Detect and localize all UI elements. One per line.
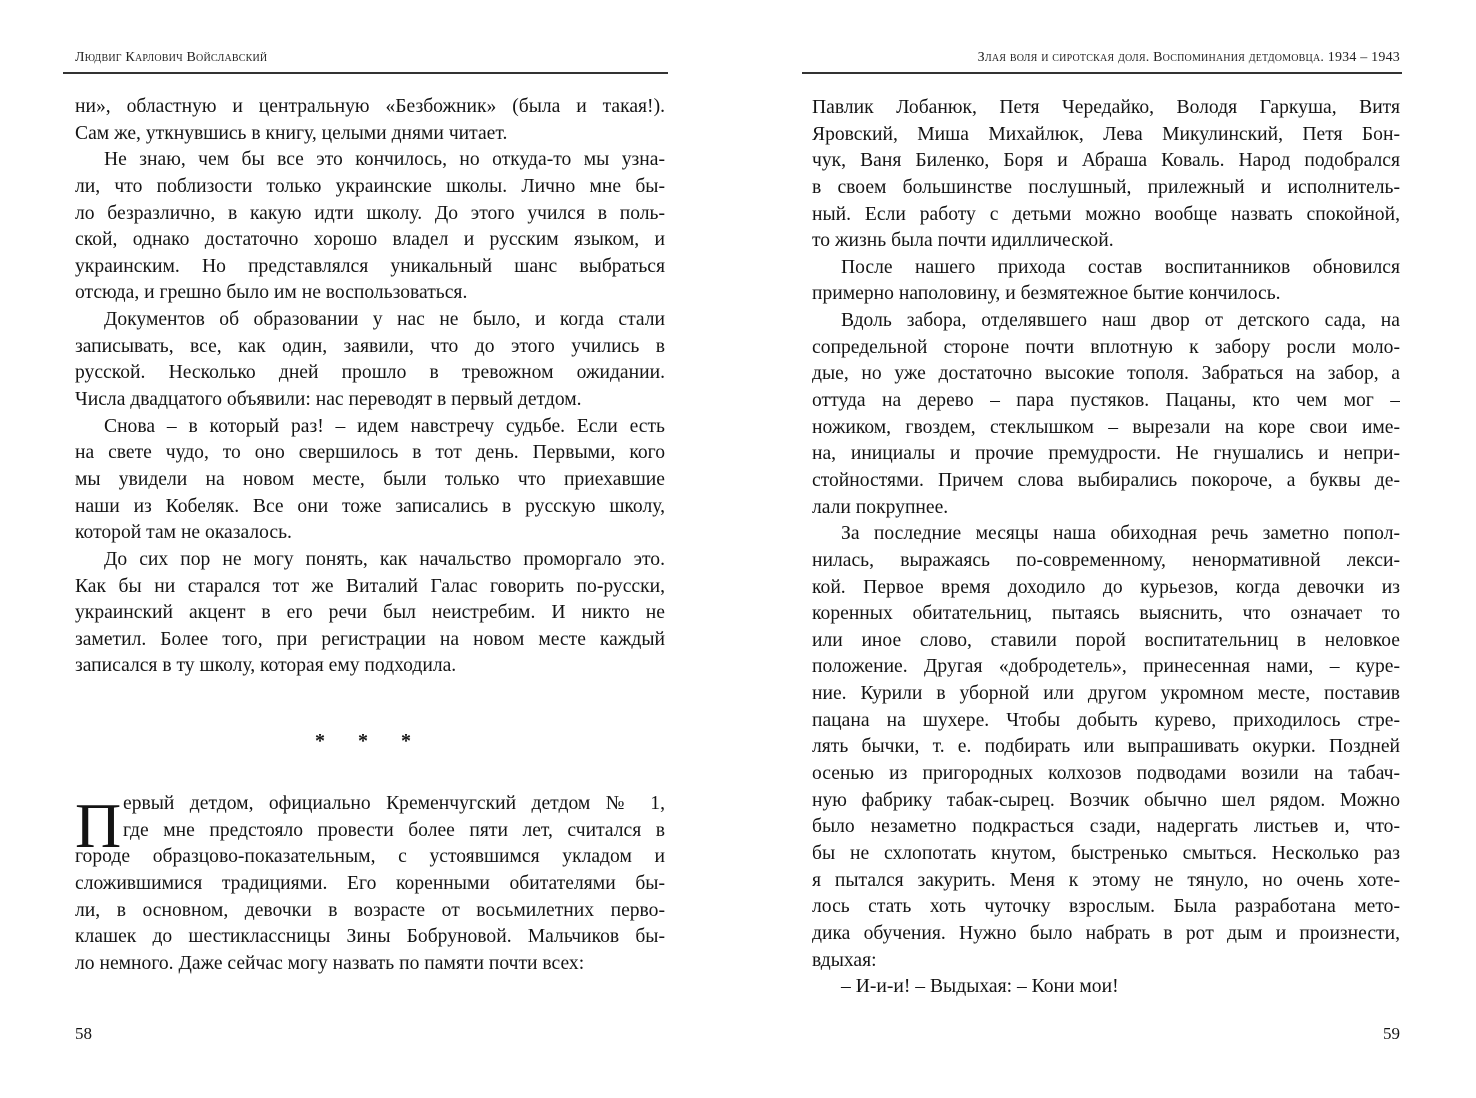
- text-line: ние. Курили в уборной или другом укромном месте, поставив: [812, 683, 1400, 705]
- text-line: украинским. Но представлялся уникальный шанс выбраться: [75, 255, 665, 277]
- text-line: Не знаю, чем бы все это кончилось, но откуда-то мы узна-: [104, 149, 665, 171]
- text-line: клашек до шестиклассницы Зины Бобруновой. Мальчиков бы-: [75, 926, 665, 948]
- text-line: стойностями. Причем слова выбирались покороче, а буквы де-: [812, 469, 1400, 491]
- running-head-title: Злая воля и сиротская доля. Воспоминания детдомовца. 1934 – 1943: [977, 50, 1400, 65]
- text-line: русской. Несколько дней прошло в тревожном ожидании.: [75, 362, 665, 384]
- text-line: сложившимися традициями. Его коренными обитателями бы-: [75, 872, 665, 894]
- text-line: ской, однако достаточно хорошо владел и русским языком, и: [75, 229, 665, 251]
- text-line: отсюда, и грешно было им не воспользоваться.: [75, 282, 468, 304]
- left-page: [75, 0, 665, 1098]
- drop-cap-paragraph: [75, 791, 665, 977]
- text-line: которой там не оказалось.: [75, 522, 292, 544]
- text-line: ли, что поблизости только украинские школы. Лично мне бы-: [75, 175, 665, 197]
- text-line: оттуда на дерево – пара пустяков. Пацаны, кто чем мог –: [812, 390, 1400, 412]
- text-line: бы не схлопотать кнутом, быстренько смыться. Несколько раз: [812, 842, 1400, 864]
- text-line: нилась, выражаясь по-современному, ненормативной лекси-: [812, 549, 1400, 571]
- text-line: вдыхая:: [812, 949, 877, 971]
- body-text: [812, 95, 1400, 1001]
- text-line: ни», областную и центральную «Безбожник» (была и такая!).: [75, 96, 665, 117]
- text-line: записался в ту школу, которая ему подходила.: [75, 655, 457, 677]
- text-line: Яровский, Миша Михайлюк, Лева Микулинский, Петя Бон-: [812, 123, 1400, 145]
- text-line: я пытался закурить. Меня к этому не тянуло, но очень хоте-: [812, 869, 1400, 891]
- text-line: сопредельной стороне почти вплотную к забору росли моло-: [812, 336, 1400, 358]
- text-line: чук, Ваня Биленко, Боря и Абраша Коваль. Народ подобрался: [812, 150, 1400, 172]
- text-line: Числа двадцатого объявили: нас переводят в первый детдом.: [75, 389, 582, 411]
- text-line: ный. Если работу с детьми можно вообще назвать спокойной,: [812, 203, 1400, 225]
- drop-cap: П: [75, 790, 122, 861]
- text-line: мы увидели на новом месте, были только что приехавшие: [75, 468, 665, 490]
- text-line: дые, но уже достаточно высокие тополя. Забраться на забор, а: [812, 363, 1400, 385]
- text-line: ло безразлично, в какую идти школу. До этого учился в поль-: [75, 202, 665, 224]
- running-head-author: Людвиг Карлович Войславский: [75, 50, 268, 65]
- text-line: После нашего прихода состав воспитанников обновился: [841, 256, 1400, 278]
- body-text: [75, 94, 665, 680]
- text-line: на свете чудо, то оно свершилось в тот день. Первыми, кого: [75, 442, 665, 464]
- header-rule: [802, 72, 1402, 74]
- text-line: Снова – в который раз! – идем навстречу судьбе. Если есть: [104, 415, 665, 437]
- text-line: лали покрупнее.: [812, 496, 949, 518]
- text-line: пацана на шухере. Чтобы добыть курево, приходилось стре-: [812, 709, 1400, 731]
- section-break: * * *: [315, 730, 425, 752]
- page-number: 59: [1383, 1024, 1400, 1043]
- text-line: коренных обитательниц, пытаясь выяснить, что означает то: [812, 603, 1400, 625]
- text-line: ножиком, гвоздем, стеклышком – вырезали на коре свои име-: [812, 416, 1400, 438]
- text-line: заметил. Более того, при регистрации на новом месте каждый: [75, 628, 665, 650]
- text-line: где мне предстояло провести более пяти лет, считался в: [123, 819, 665, 841]
- text-line: на, инициалы и прочие премудрости. Не гнушались и непри-: [812, 443, 1400, 465]
- text-line: За последние месяцы наша обиходная речь заметно попол-: [841, 523, 1400, 545]
- text-line: примерно наполовину, и безмятежное бытие кончилось.: [812, 283, 1281, 305]
- text-line: осенью из пригородных колхозов подводами возили на табач-: [812, 763, 1400, 785]
- text-line: лось стать хоть чуточку взрослым. Была разработана мето-: [812, 896, 1400, 918]
- text-line: наши из Кобеляк. Все они тоже записались в русскую школу,: [75, 495, 665, 517]
- text-line: Как бы ни старался тот же Виталий Галас говорить по-русски,: [75, 575, 665, 597]
- text-line: кой. Первое время доходило до курьезов, когда девочки из: [812, 576, 1400, 598]
- text-line: Павлик Лобанюк, Петя Чередайко, Володя Гаркуша, Витя: [812, 97, 1400, 118]
- text-line: то жизнь была почти идиллической.: [812, 230, 1114, 252]
- text-line: лять бычки, т. е. подбирать или выпрашивать окурки. Поздней: [812, 736, 1400, 758]
- text-line: ли, в основном, девочки в возрасте от восьмилетних перво-: [75, 899, 665, 921]
- text-line: дика обучения. Нужно было набрать в рот дым и произнести,: [812, 922, 1400, 944]
- text-line: ло немного. Даже сейчас могу назвать по памяти почти всех:: [75, 952, 585, 974]
- text-line: украинский акцент в его речи был неистребим. И никто не: [75, 602, 665, 624]
- right-page: [812, 0, 1400, 1098]
- header-rule: [63, 72, 668, 74]
- text-line: До сих пор не могу понять, как начальство проморгало это.: [104, 548, 665, 570]
- text-line: Документов об образовании у нас не было, и когда стали: [104, 309, 665, 331]
- text-line: ервый детдом, официально Кременчугский детдом № 1,: [123, 793, 665, 814]
- text-line: или иное слово, ставили порой воспитательниц в неловкое: [812, 629, 1400, 651]
- text-line: Вдоль забора, отделявшего наш двор от детского сада, на: [841, 310, 1400, 332]
- text-line: было незаметно подкрасться сзади, надергать листьев и, что-: [812, 816, 1400, 838]
- text-line: записывать, все, как один, заявили, что до этого учились в: [75, 335, 665, 357]
- text-line: Сам же, уткнувшись в книгу, целыми днями читает.: [75, 122, 508, 144]
- text-line: ную фабрику табак-сырец. Возчик обычно шел рядом. Можно: [812, 789, 1400, 811]
- page-number: 58: [75, 1024, 92, 1043]
- text-line: городе образцово-показательным, с устоявшимся укладом и: [75, 846, 665, 868]
- text-line: положение. Другая «добродетель», принесенная нами, – куре-: [812, 656, 1400, 678]
- text-line: – И-и-и! – Выдыхая: – Кони мои!: [841, 976, 1119, 998]
- text-line: в своем большинстве послушный, прилежный и исполнитель-: [812, 176, 1400, 198]
